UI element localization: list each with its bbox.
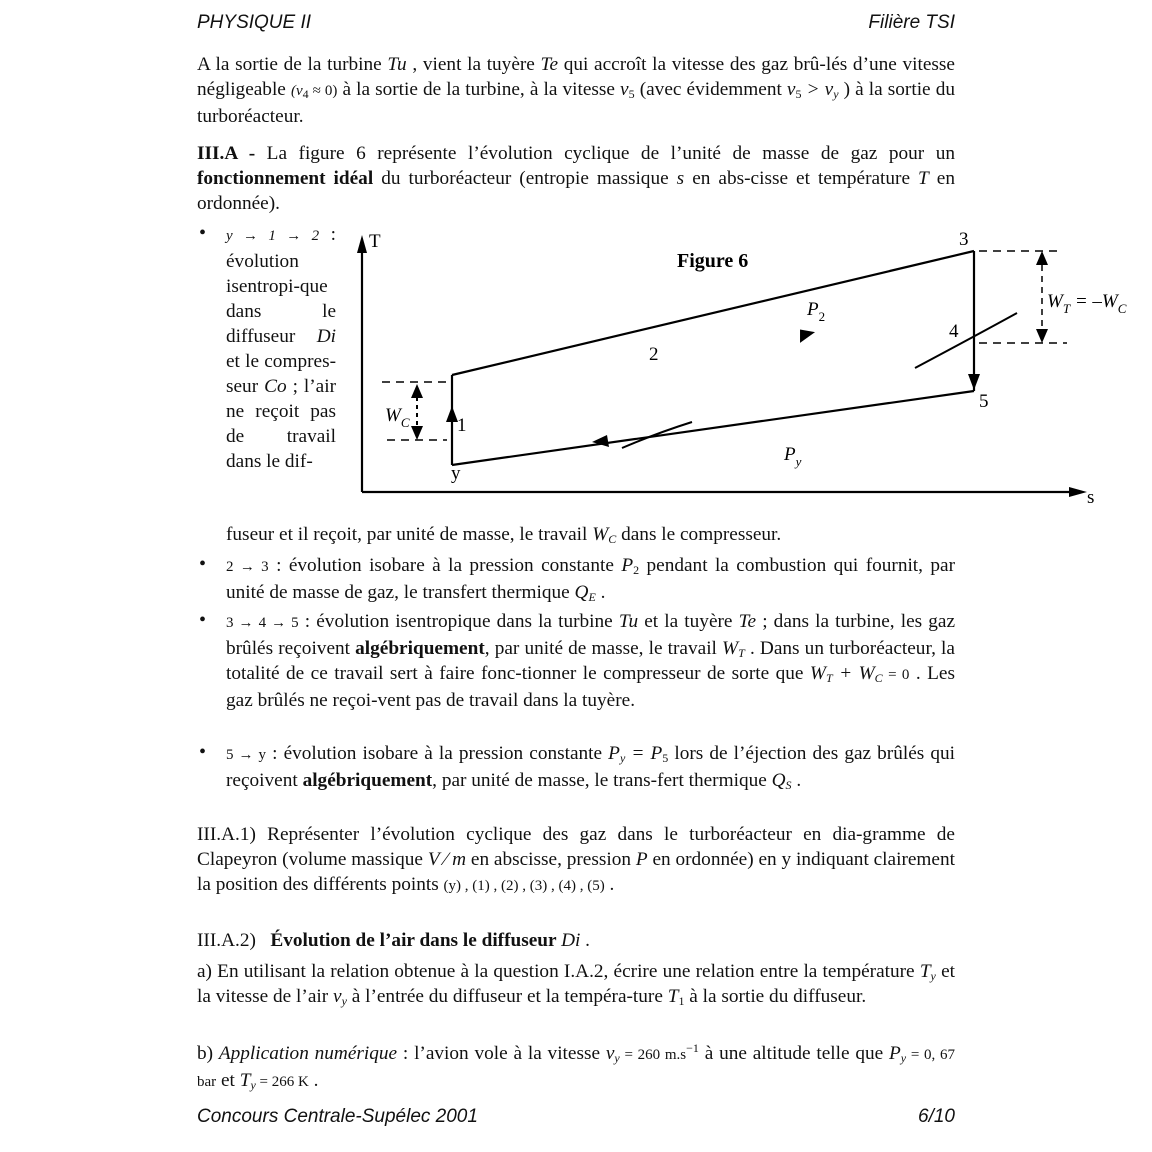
- header-subject: PHYSIQUE II: [197, 12, 312, 33]
- isobar-py-label: $P_y$: [784, 444, 802, 469]
- section-a-paragraph: III.A - La figure 6 représente l’évolution cyclique de l’unité de masse de gaz pour un fonctionnement idéal du turboréacteur (entropie massique s en abs-cisse et température T en ordonnée).: [197, 143, 956, 214]
- bullet-2-text: 2 → 3 : évolution isobare à la pression constante $P_2$ pendant la combustion qui fournit, par unité de masse de gaz, le transfert thermique $Q_E$ .: [226, 555, 956, 604]
- s-axis-arrow: [1069, 487, 1087, 497]
- page-footer: [197, 1106, 955, 1130]
- wt-arrow-up: [1036, 251, 1048, 265]
- wc-label: $W_C$: [385, 405, 410, 430]
- point-3-label: 3: [959, 229, 969, 250]
- s-axis-label: s: [1087, 487, 1095, 508]
- question-a1: III.A.1) Représenter l’évolution cyclique des gaz dans le turboréacteur en dia-gramme de Clapeyron (volume massique V ⁄ m en abscisse, pression P en ordonnée) en y indiquant clairement la position des différents points (y) , (1) , (2) , (3) , (4) , (5) .: [197, 824, 955, 895]
- point-2-label: 2: [649, 344, 659, 365]
- bullet-3-text: 3 → 4 → 5 : évolution isentropique dans la turbine Tu et la tuyère Te ; dans la turbine, les gaz brûlés reçoivent algébriquement, par unité de masse, le travail $W_T$ . Dans un turboréacteur, la totalité de ce travail sert à faire fonc-tionner le compresseur de sorte que $W_T + W_C = 0$ . Les gaz brûlés ne reçoi-vent pas de travail dans la tuyère.: [226, 611, 955, 711]
- arrow-2-3: [797, 326, 816, 342]
- question-a2-part-a: a) En utilisant la relation obtenue à la question I.A.2, écrire une relation entre la température $T_y$ et la vitesse de l’air $v_y$ à l’entrée du diffuseur et la tempéra-ture $T_1$ à la sortie du diffuseur.: [197, 961, 955, 1008]
- bullet-1-continuation: fuseur et il reçoit, par unité de masse, le travail $W_C$ dans le compresseur.: [226, 524, 782, 546]
- wt-arrow-down: [1036, 329, 1048, 343]
- wc-arrow-up: [411, 384, 423, 398]
- page: [197, 0, 1127, 1152]
- footer-exam-name: Concours Centrale-Supélec 2001: [197, 1106, 478, 1127]
- header-track: Filière TSI: [868, 12, 955, 33]
- point-1-label: 1: [457, 415, 467, 436]
- wt-label: $W_T = -W_C$: [1047, 291, 1127, 316]
- t-axis-arrow: [357, 235, 367, 253]
- bullet-1-narrow-text: y → 1 → 2 : évolution isentropi-que dans le diffuseur Di et le compres-seur Co ; l’air ne reçoit pas de travail dans le dif-: [226, 224, 336, 472]
- isobar-curve-p1: [622, 422, 692, 448]
- point-y-label: y: [451, 463, 461, 484]
- footer-page-number: 6/10: [918, 1106, 955, 1127]
- point-5-label: 5: [979, 391, 989, 412]
- section-a-label: III.A -: [197, 143, 256, 164]
- bullet-marker: •: [199, 609, 207, 631]
- arrow-3-5: [968, 374, 980, 390]
- wc-arrow-down: [411, 426, 423, 440]
- bullet-marker: •: [199, 741, 207, 763]
- question-a2-part-b: b) Application numérique : l’avion vole à la vitesse $v_y = 260$ $m.s^{-1}$ à une altitude telle que $P_y = 0$, 67 bar et $T_y = 266$ K .: [197, 1041, 955, 1092]
- page-header: [197, 12, 955, 36]
- bullet-marker: •: [199, 553, 207, 575]
- figure-title: Figure 6: [677, 250, 749, 272]
- point-4-label: 4: [949, 321, 959, 342]
- intro-paragraph: A la sortie de la turbine Tu , vient la tuyère Te qui accroît la vitesse des gaz brû-lés d’une vitesse négligeable $(v_4 \approx 0)$ à la sortie de la turbine, à la vitesse $v_5$ (avec évidemment $v_5 > v_y$ ) à la sortie du turboréacteur.: [197, 54, 955, 127]
- isobar-p2-label: $P_2$: [807, 299, 826, 324]
- isobar-py: [452, 391, 974, 465]
- question-a2-heading: III.A.2) Évolution de l’air dans le diffuseur Di .: [197, 930, 590, 951]
- bullet-marker: •: [199, 222, 207, 244]
- figure-6-ts-diagram: [347, 225, 1127, 515]
- bullet-4-text: 5 → y : évolution isobare à la pression constante $P_y = P_5$ lors de l’éjection des gaz brûlés qui reçoivent algébriquement, par unité de masse, le trans-fert thermique $Q_S$ .: [226, 743, 956, 792]
- isobar-curve-p4: [915, 313, 1017, 368]
- t-axis-label: T: [369, 231, 381, 252]
